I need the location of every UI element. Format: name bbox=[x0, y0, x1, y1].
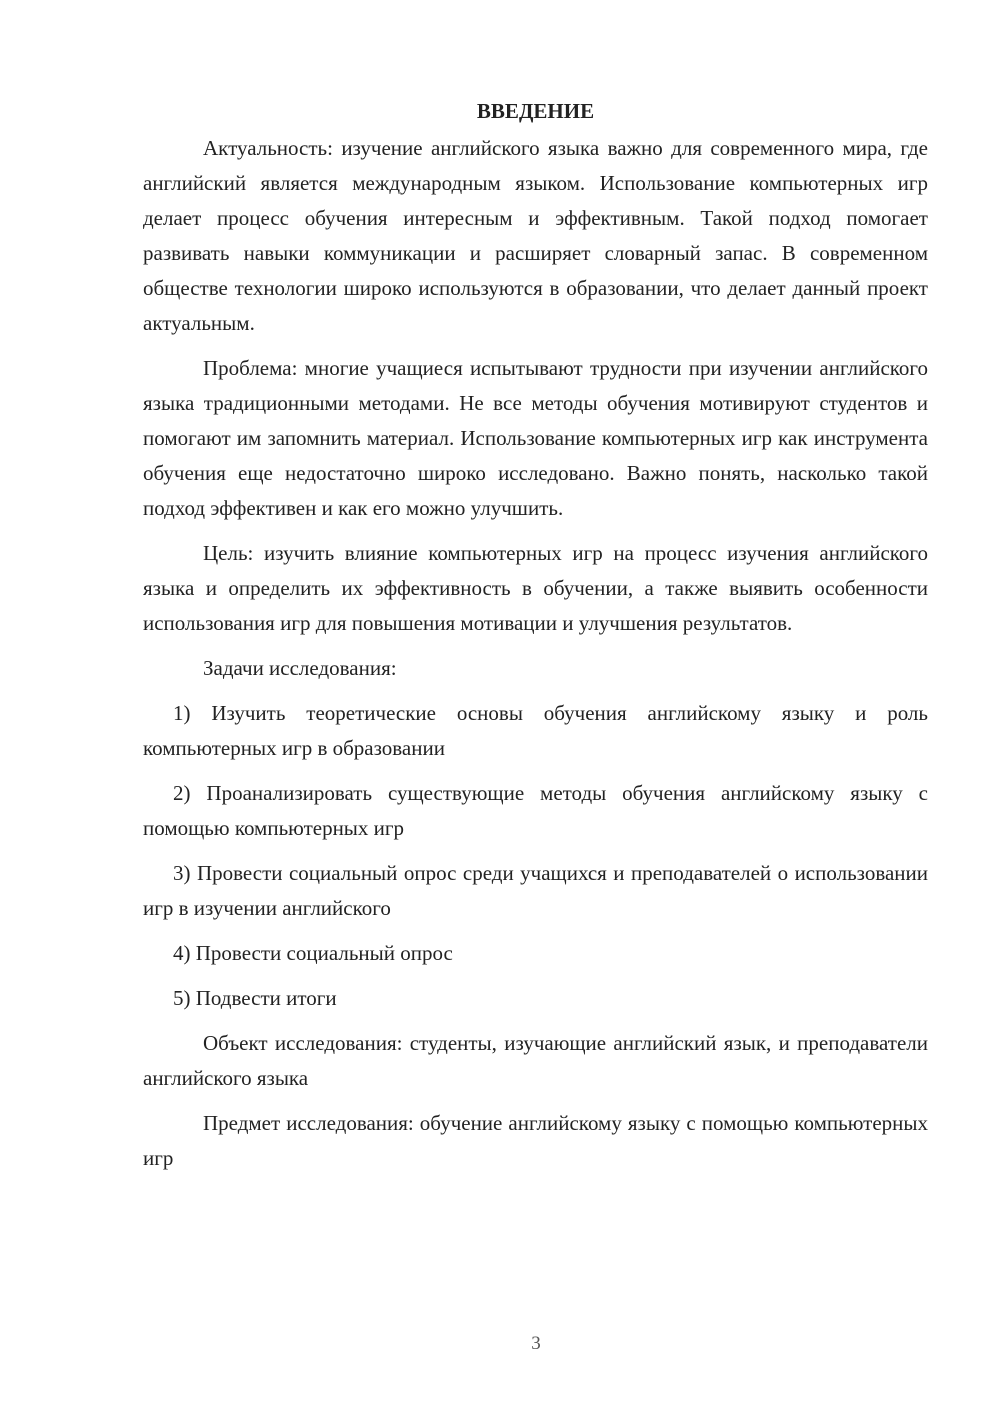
list-item: 4) Провести социальный опрос bbox=[173, 941, 453, 965]
subject-paragraph: Предмет исследования: обучение английскому языку с помощью компьютерных игр bbox=[143, 1111, 928, 1170]
list-item: 5) Подвести итоги bbox=[173, 986, 337, 1010]
list-item: 1) Изучить теоретические основы обучения английскому языку и роль компьютерных игр в образовании bbox=[143, 701, 928, 760]
page-title: ВВЕДЕНИЕ bbox=[476, 99, 595, 123]
list-item: 2) Проанализировать существующие методы обучения английскому языку с помощью компьютерных игр bbox=[143, 781, 928, 840]
list-item: 3) Провести социальный опрос среди учащихся и преподавателей о использовании игр в изучении английского bbox=[143, 861, 928, 920]
object-paragraph: Объект исследования: студенты, изучающие английский язык, и преподаватели английского языка bbox=[143, 1031, 928, 1090]
tasks-heading: Задачи исследования: bbox=[203, 656, 397, 680]
document-page bbox=[143, 96, 928, 1186]
goal-paragraph: Цель: изучить влияние компьютерных игр на процесс изучения английского языка и определить их эффективность в обучении, а также выявить особенности использования игр для повышения мотивации и улучшения результатов. bbox=[143, 541, 928, 635]
tasks-list bbox=[143, 696, 928, 1016]
problem-paragraph: Проблема: многие учащиеся испытывают трудности при изучении английского языка традиционными методами. Не все методы обучения мотивируют студентов и помогают им запомнить материал. Использование компьютерных игр как инструмента обучения еще недостаточно широко исследовано. Важно понять, насколько такой подход эффективен и как его можно улучшить. bbox=[143, 356, 928, 520]
page-number: 3 bbox=[531, 1333, 541, 1354]
relevance-paragraph: Актуальность: изучение английского языка важно для современного мира, где английский является международным языком. Использование компьютерных игр делает процесс обучения интересным и эффективным. Такой подход помогает развивать навыки коммуникации и расширяет словарный запас. В современном обществе технологии широко используются в образовании, что делает данный проект актуальным. bbox=[143, 136, 928, 335]
